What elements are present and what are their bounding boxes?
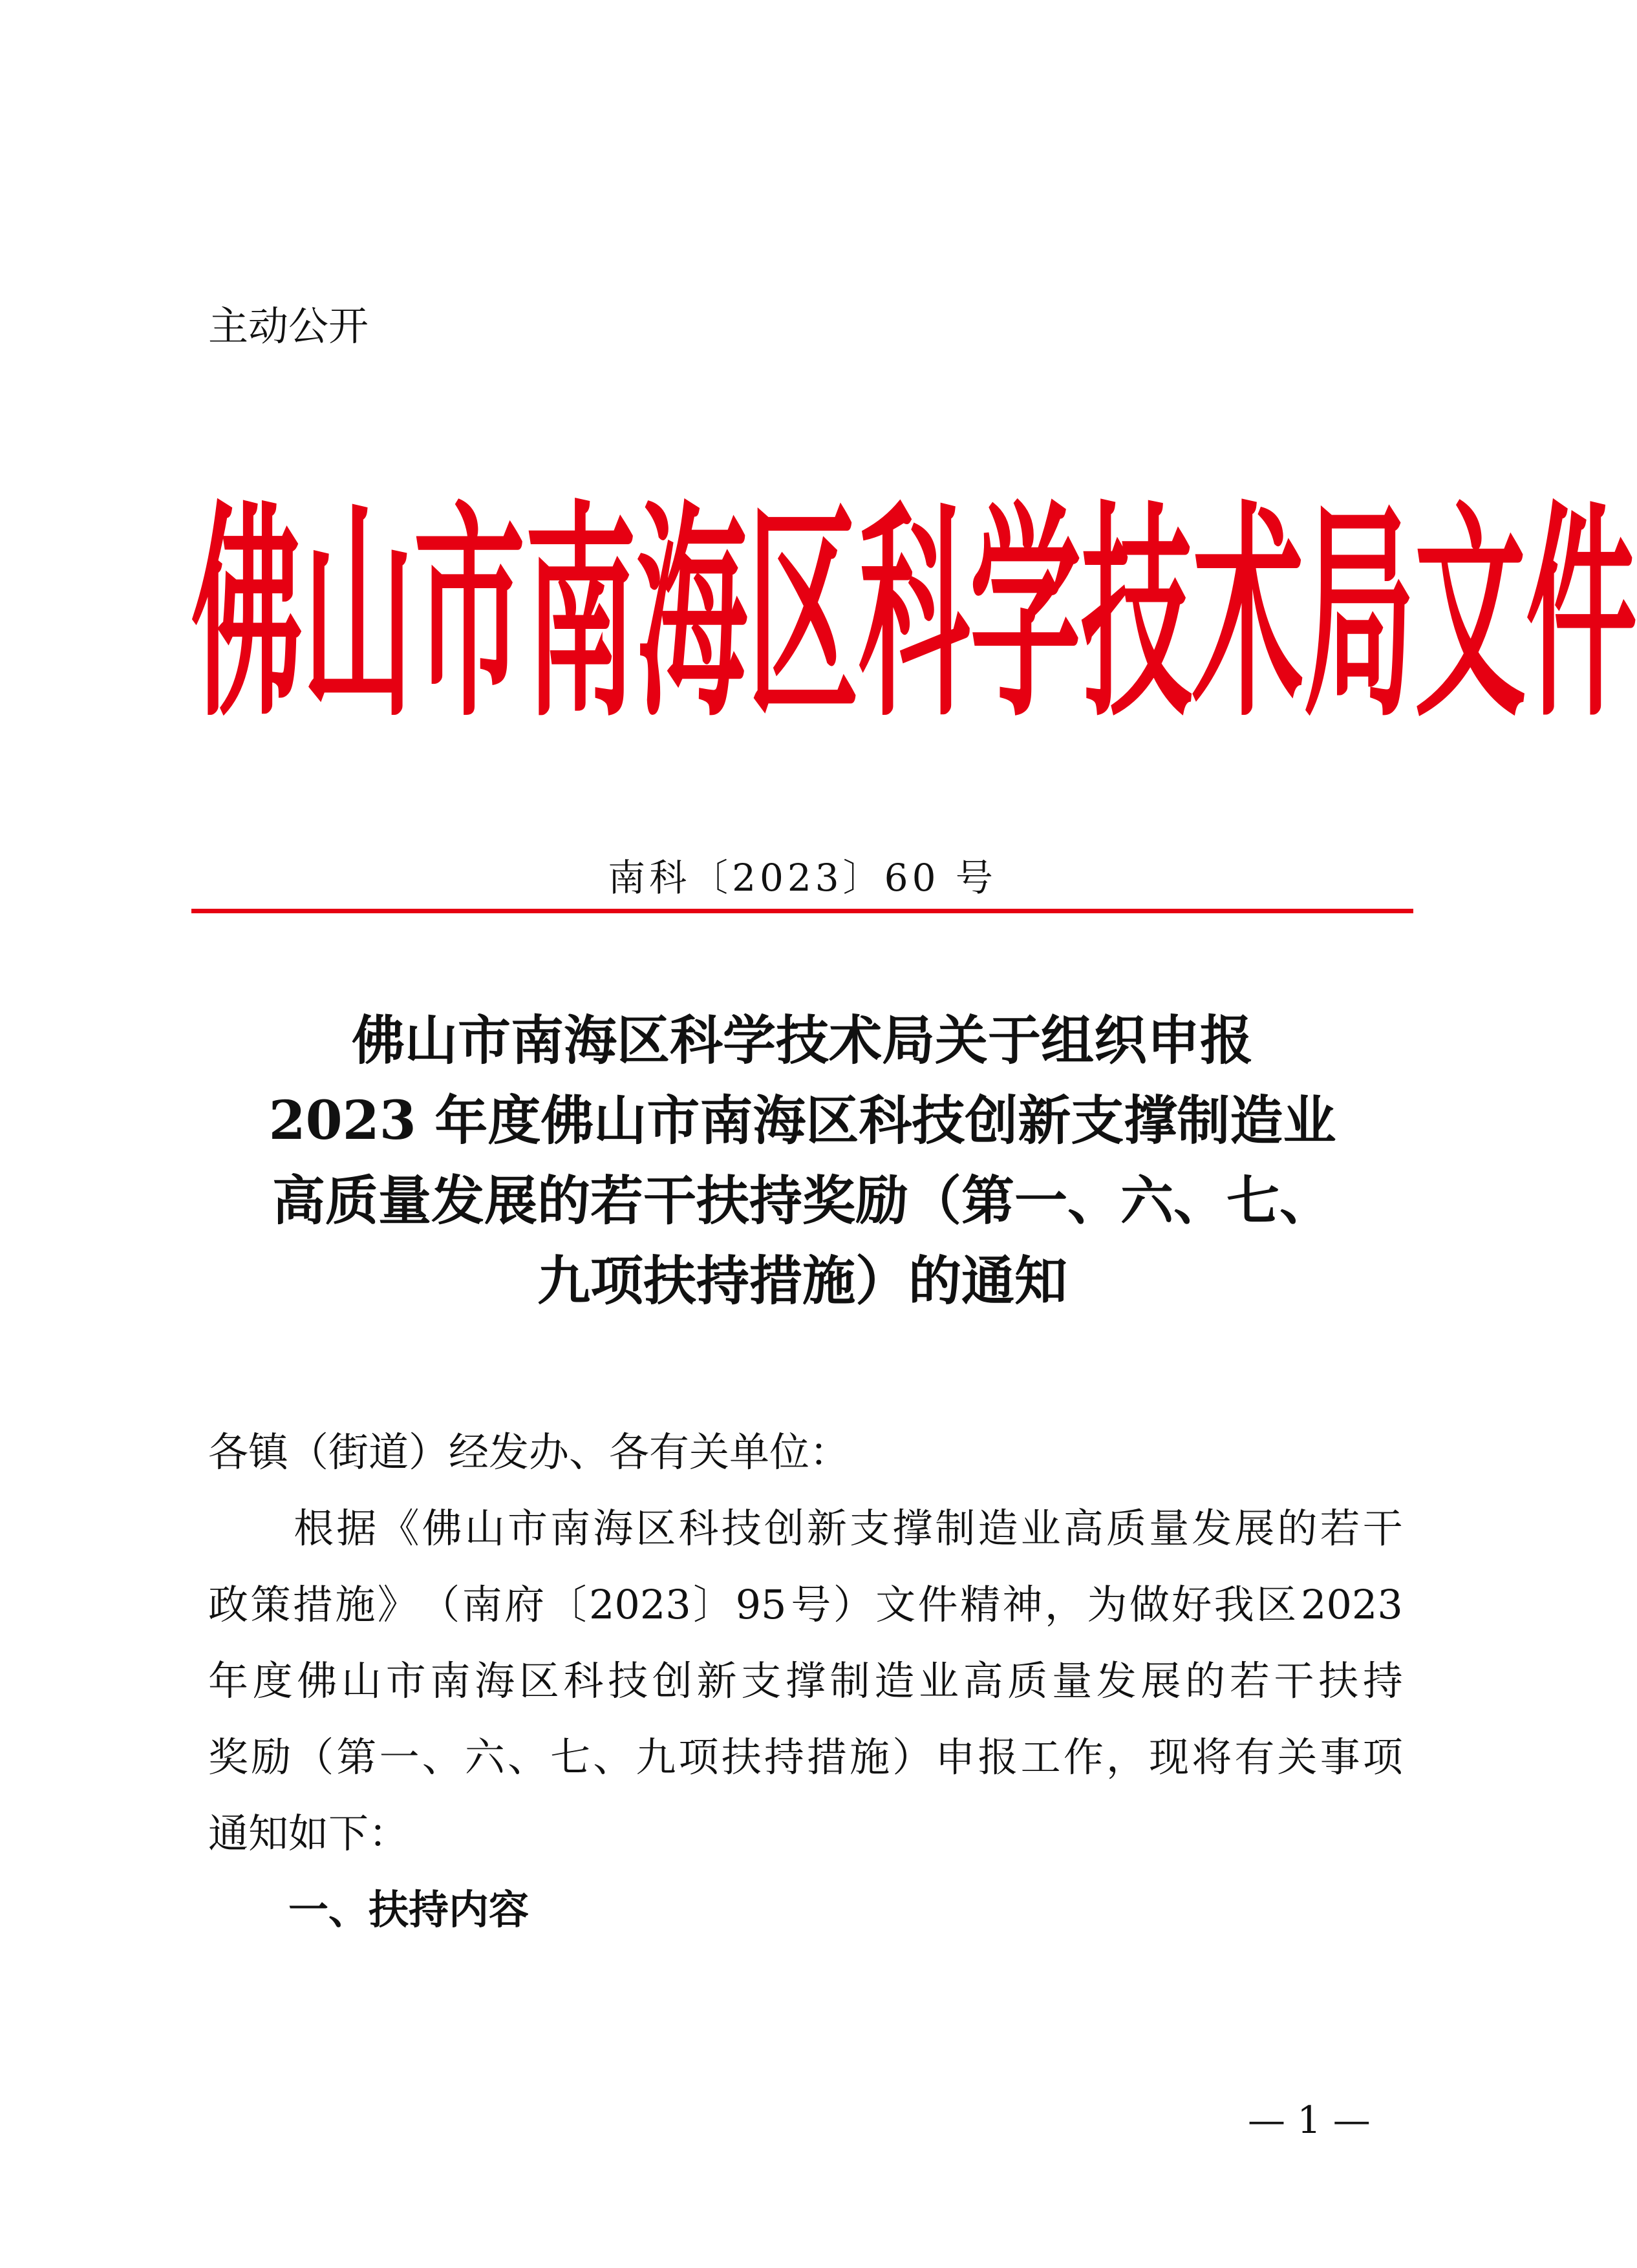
- paragraph-glyph: 发: [1096, 1657, 1137, 1704]
- paragraph-line: [208, 1643, 1403, 1719]
- paragraph-glyph: 六: [464, 1733, 505, 1781]
- paragraph-glyph: 有: [1234, 1733, 1275, 1781]
- paragraph-glyph: ，: [1044, 1581, 1085, 1628]
- paragraph-glyph: 神: [1002, 1581, 1043, 1628]
- paragraph-glyph: 技: [721, 1505, 762, 1552]
- paragraph-line: 通知如下：: [208, 1810, 409, 1857]
- masthead-char: 海: [636, 478, 747, 748]
- paragraph-glyph: 为: [1087, 1581, 1128, 1628]
- paragraph-glyph: 质: [1106, 1505, 1146, 1552]
- document-title: [191, 1001, 1413, 1321]
- title-line: 2023 年度佛山市南海区科技创新支撑制造业: [268, 1090, 1336, 1152]
- paragraph-glyph: 度: [252, 1657, 293, 1704]
- paragraph-glyph: 95: [735, 1581, 787, 1628]
- paragraph-glyph: 新: [696, 1657, 737, 1704]
- masthead-char: 南: [525, 478, 636, 748]
- paragraph-glyph: 制: [829, 1657, 870, 1704]
- issuer-masthead: [191, 478, 1637, 748]
- paragraph-glyph: 佛: [297, 1657, 337, 1704]
- paragraph-glyph: 精: [960, 1581, 1001, 1628]
- paragraph-glyph: 创: [764, 1505, 804, 1552]
- paragraph-glyph: ）: [892, 1733, 933, 1781]
- paragraph-glyph: 据: [336, 1505, 377, 1552]
- paragraph-glyph: 海: [593, 1505, 634, 1552]
- paragraph-glyph: 若: [1320, 1505, 1360, 1552]
- paragraph-glyph: 策: [250, 1581, 291, 1628]
- document-number: 南科〔2023〕60 号: [608, 856, 997, 900]
- paragraph-glyph: 撑: [892, 1505, 933, 1552]
- paragraph-glyph: 年: [208, 1657, 249, 1704]
- paragraph-glyph: 励: [251, 1733, 292, 1781]
- paragraph-glyph: 质: [1007, 1657, 1048, 1704]
- paragraph-glyph: 好: [1172, 1581, 1212, 1628]
- paragraph-glyph: 撑: [785, 1657, 826, 1704]
- paragraph-glyph: 做: [1129, 1581, 1170, 1628]
- paragraph-glyph: 件: [917, 1581, 958, 1628]
- paragraph-glyph: 作: [1063, 1733, 1104, 1781]
- red-divider-line: [191, 909, 1413, 913]
- paragraph-glyph: 关: [1277, 1733, 1318, 1781]
- paragraph-glyph: 造: [874, 1657, 915, 1704]
- masthead-char: 件: [1526, 478, 1637, 748]
- paragraph-glyph: 第: [336, 1733, 377, 1781]
- paragraph-glyph: ，: [1106, 1733, 1146, 1781]
- masthead-char: 山: [303, 478, 414, 748]
- paragraph-glyph: 展: [1140, 1657, 1181, 1704]
- title-line: 佛山市南海区科学技术局关于组织申报: [351, 1010, 1253, 1072]
- paragraph-glyph: 奖: [208, 1733, 249, 1781]
- paragraph-glyph: 技: [608, 1657, 648, 1704]
- paragraph-glyph: 现: [1149, 1733, 1190, 1781]
- title-line: 高质量发展的若干扶持奖励（第一、六、七、: [272, 1170, 1332, 1232]
- paragraph-glyph: 我: [1214, 1581, 1254, 1628]
- paragraph-glyph: 科: [563, 1657, 604, 1704]
- paragraph-glyph: 施: [850, 1733, 890, 1781]
- paragraph-glyph: 新: [806, 1505, 847, 1552]
- paragraph-glyph: 量: [1149, 1505, 1190, 1552]
- paragraph-glyph: 的: [1277, 1505, 1318, 1552]
- paragraph-glyph: 南: [550, 1505, 591, 1552]
- paragraph-glyph: 支: [850, 1505, 890, 1552]
- paragraph-glyph: 申: [935, 1733, 976, 1781]
- paragraph-glyph: 制: [935, 1505, 976, 1552]
- paragraph-glyph: 业: [919, 1657, 959, 1704]
- paragraph-glyph: 创: [652, 1657, 692, 1704]
- paragraph-glyph: 南: [462, 1581, 502, 1628]
- masthead-char: 文: [1415, 478, 1526, 748]
- paragraph-glyph: 将: [1192, 1733, 1232, 1781]
- paragraph-glyph: 根: [294, 1505, 334, 1552]
- paragraph-glyph: 、: [422, 1733, 462, 1781]
- paragraph-glyph: 〔: [546, 1581, 587, 1628]
- paragraph-glyph: 措: [806, 1733, 847, 1781]
- paragraph-glyph: 业: [1020, 1505, 1061, 1552]
- paragraph-glyph: 海: [475, 1657, 515, 1704]
- paragraph-glyph: 、: [507, 1733, 548, 1781]
- paragraph-glyph: [208, 1490, 248, 1567]
- paragraph-glyph: 高: [963, 1657, 1003, 1704]
- paragraph-glyph: 的: [1185, 1657, 1226, 1704]
- masthead-char: 技: [1081, 478, 1192, 748]
- masthead-char: 市: [414, 478, 525, 748]
- paragraph-glyph: 支: [741, 1657, 782, 1704]
- title-line: 九项扶持措施）的通知: [537, 1250, 1067, 1312]
- paragraph-glyph: 区: [519, 1657, 559, 1704]
- paragraph-glyph: 2023: [588, 1581, 691, 1628]
- masthead-char: 区: [747, 478, 859, 748]
- paragraph-glyph: 政: [208, 1581, 249, 1628]
- paragraph-glyph: 高: [1063, 1505, 1104, 1552]
- paragraph-glyph: 2023: [1301, 1581, 1403, 1628]
- paragraph-glyph: 一: [379, 1733, 420, 1781]
- paragraph-glyph: 山: [464, 1505, 505, 1552]
- paragraph-glyph: 施: [335, 1581, 376, 1628]
- page-number: — 1 —: [1248, 2098, 1371, 2142]
- paragraph-glyph: 区: [636, 1505, 676, 1552]
- paragraph-glyph: （: [420, 1581, 460, 1628]
- paragraph-glyph: 展: [1234, 1505, 1275, 1552]
- paragraph-glyph: 干: [1274, 1657, 1314, 1704]
- masthead-char: 科: [859, 478, 970, 748]
- paragraph-glyph: （: [294, 1733, 334, 1781]
- paragraph-glyph: 措: [292, 1581, 333, 1628]
- paragraph-glyph: 量: [1052, 1657, 1093, 1704]
- paragraph-glyph: 七: [550, 1733, 591, 1781]
- paragraph-glyph: 南: [430, 1657, 471, 1704]
- masthead-char: 局: [1303, 478, 1415, 748]
- paragraph-glyph: 区: [1256, 1581, 1297, 1628]
- paragraph-glyph: 市: [507, 1505, 548, 1552]
- paragraph-line: [208, 1719, 1403, 1796]
- disclosure-label: 主动公开: [208, 302, 369, 350]
- paragraph-glyph: 《: [379, 1505, 420, 1552]
- paragraph-glyph: 造: [978, 1505, 1018, 1552]
- body-paragraph: [208, 1490, 1403, 1872]
- paragraph-glyph: 工: [1020, 1733, 1061, 1781]
- paragraph-glyph: [251, 1490, 291, 1567]
- paragraph-line: [208, 1567, 1403, 1643]
- paragraph-glyph: 若: [1229, 1657, 1270, 1704]
- paragraph-glyph: 项: [1362, 1733, 1403, 1781]
- paragraph-glyph: 》: [377, 1581, 418, 1628]
- paragraph-glyph: 持: [764, 1733, 804, 1781]
- masthead-char: 学: [970, 478, 1081, 748]
- paragraph-glyph: 佛: [422, 1505, 462, 1552]
- paragraph-glyph: 项: [678, 1733, 719, 1781]
- paragraph-glyph: ）: [833, 1581, 873, 1628]
- masthead-char: 佛: [191, 478, 303, 748]
- paragraph-glyph: 号: [791, 1581, 831, 1628]
- paragraph-glyph: 市: [385, 1657, 426, 1704]
- paragraph-glyph: 科: [678, 1505, 719, 1552]
- section-heading: 一、扶持内容: [288, 1886, 530, 1933]
- paragraph-glyph: 文: [875, 1581, 916, 1628]
- paragraph-glyph: 报: [978, 1733, 1018, 1781]
- paragraph-glyph: 府: [504, 1581, 545, 1628]
- paragraph-glyph: 持: [1362, 1657, 1403, 1704]
- paragraph-glyph: 扶: [721, 1733, 762, 1781]
- paragraph-glyph: 事: [1320, 1733, 1360, 1781]
- paragraph-glyph: 〕: [693, 1581, 734, 1628]
- paragraph-glyph: 、: [593, 1733, 634, 1781]
- paragraph-line: [208, 1490, 1403, 1567]
- paragraph-glyph: 扶: [1318, 1657, 1359, 1704]
- salutation: 各镇（街道）经发办、各有关单位：: [208, 1428, 850, 1476]
- paragraph-glyph: 干: [1362, 1505, 1403, 1552]
- masthead-char: 术: [1192, 478, 1303, 748]
- paragraph-glyph: 发: [1192, 1505, 1232, 1552]
- paragraph-glyph: 九: [636, 1733, 676, 1781]
- paragraph-glyph: 山: [341, 1657, 382, 1704]
